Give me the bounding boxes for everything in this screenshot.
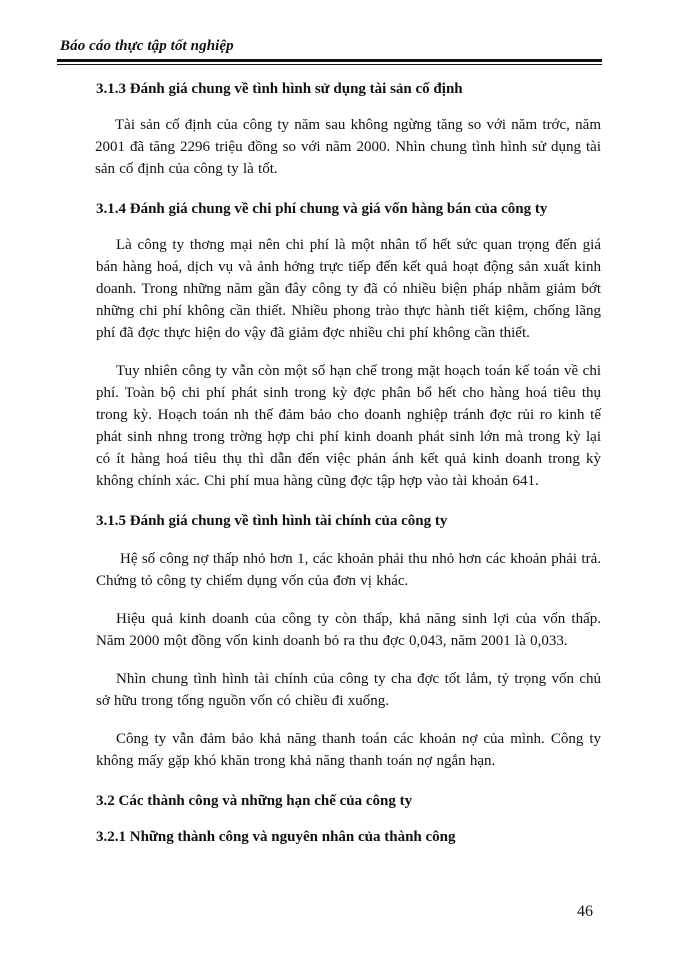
page-content: [96, 74, 601, 848]
section-heading-3-1-3: 3.1.3 Đánh giá chung về tình hình sử dụng tài sản cố định: [96, 81, 463, 97]
page-number: 46: [577, 903, 593, 920]
paragraph-business-efficiency: Hiệu quả kinh doanh của công ty còn thấp, khả năng sinh lợi của vốn thấp. Năm 2000 một đồng vốn kinh doanh bỏ ra thu đợc 0,043, năm 2001 là 0,033.: [96, 611, 601, 649]
paragraph-solvency: Công ty vẫn đảm bảo khả năng thanh toán các khoản nợ của mình. Công ty không mấy gặp khó khăn trong khả năng thanh toán nợ ngắn hạn.: [96, 731, 601, 769]
section-heading-3-1-5: 3.1.5 Đánh giá chung về tình hình tài chính của công ty: [96, 513, 448, 529]
section-heading-3-1-4: 3.1.4 Đánh giá chung về chi phí chung và giá vốn hàng bán của công ty: [96, 201, 548, 217]
section-heading-3-2-1: 3.2.1 Những thành công và nguyên nhân của thành công: [96, 829, 456, 845]
header-rule-thick: [57, 59, 602, 62]
running-header-title: Báo cáo thực tập tốt nghiệp: [60, 38, 234, 54]
paragraph-cost-accounting: Tuy nhiên công ty vẫn còn một số hạn chế trong mặt hoạch toán kế toán về chi phí. Toàn bộ chi phí phát sinh trong kỳ đợc phân bổ hết cho hàng hoá tiêu thụ trong kỳ. Hoạch toán nh thế đảm bảo cho doanh nghiệp tránh đợc rủi ro kinh tế phát sinh nhng trong trờng hợp chi phí kinh doanh phát sinh lớn mà trong kỳ lại có ít hàng hoá tiêu thụ thì dẫn đến việc phản ánh kết quả kinh doanh trong kỳ không chính xác. Chi phí mua hàng cũng đợc tập hợp vào tài khoản 641.: [96, 363, 601, 489]
header-rule-thin: [57, 64, 602, 65]
paragraph-debt-ratio: Hệ số công nợ thấp nhỏ hơn 1, các khoản phải thu nhỏ hơn các khoản phải trả. Chứng tỏ công ty chiếm dụng vốn của đơn vị khác.: [96, 551, 601, 589]
paragraph-financial-situation: Nhìn chung tình hình tài chính của công ty cha đợc tốt lắm, tỷ trọng vốn chủ sở hữu trong tổng nguồn vốn có chiều đi xuống.: [96, 671, 601, 709]
paragraph-fixed-assets: Tài sản cố định của công ty năm sau không ngừng tăng so với năm trớc, năm 2001 đã tăng 2296 triệu đồng so với năm 2000. Nhìn chung tình hình sử dụng tài sản cố định của công ty là tốt.: [95, 117, 601, 177]
section-heading-3-2: 3.2 Các thành công và những hạn chế của công ty: [96, 793, 413, 809]
paragraph-general-costs: Là công ty thơng mại nên chi phí là một nhân tố hết sức quan trọng đến giá bán hàng hoá, dịch vụ và ảnh hởng trực tiếp đến kết quả hoạt động sản xuất kinh doanh. Trong những năm gần đây công ty đã có nhiều biện pháp nhằm giảm bớt những chi phí không cần thiết. Nhiều phong trào thực hành tiết kiệm, chống lãng phí đã đợc thực hiện do vậy đã giảm đợc nhiều chi phí không cần thiết.: [96, 237, 601, 341]
